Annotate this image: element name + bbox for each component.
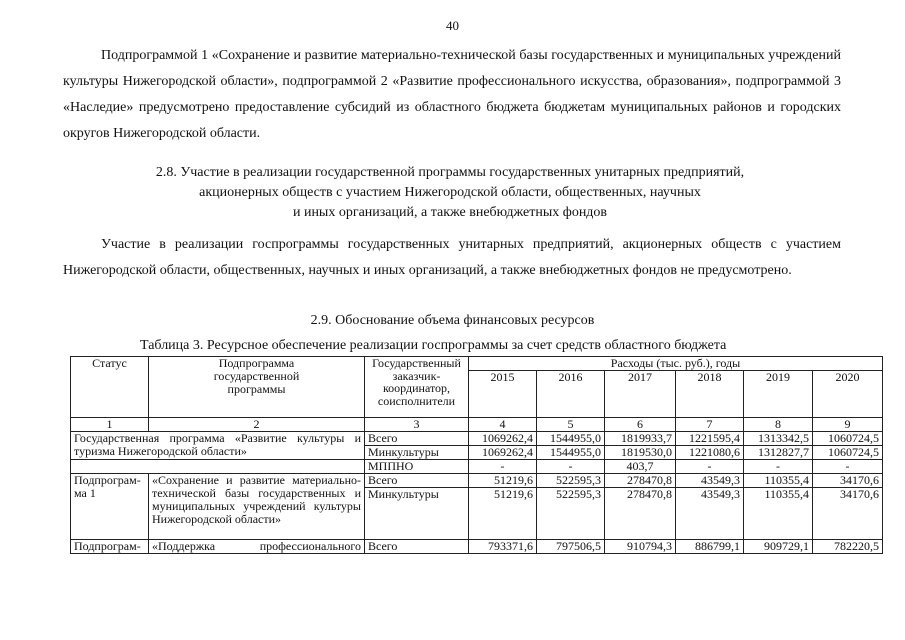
page-number: 40 — [446, 18, 459, 33]
year-header: 2019 — [744, 371, 813, 418]
year-header: 2018 — [676, 371, 744, 418]
column-number: 7 — [676, 418, 744, 432]
value-cell: 1313342,5 — [744, 432, 813, 446]
status-cell — [71, 474, 149, 540]
value-cell: 910794,3 — [605, 540, 676, 554]
value-cell: 278470,8 — [605, 474, 676, 488]
table-row — [71, 432, 883, 446]
year-header: 2020 — [813, 371, 883, 418]
value-cell: 1221595,4 — [676, 432, 744, 446]
value-cell: 43549,3 — [676, 474, 744, 488]
column-number: 6 — [605, 418, 676, 432]
table-caption: Таблица 3. Ресурсное обеспечение реализации госпрограммы за счет средств областного бюджета — [140, 338, 727, 353]
value-cell: 782220,5 — [813, 540, 883, 554]
column-number: 8 — [744, 418, 813, 432]
value-cell: 1221080,6 — [676, 446, 744, 460]
value-cell: 1819530,0 — [605, 446, 676, 460]
status-text: ма 1 — [74, 486, 96, 500]
value-cell: 1069262,4 — [469, 432, 537, 446]
value-cell: 886799,1 — [676, 540, 744, 554]
value-cell: 278470,8 — [605, 488, 676, 540]
table-row — [71, 460, 883, 474]
header-expenses: Расходы (тыс. руб.), годы — [469, 357, 883, 371]
empty-cell — [71, 460, 365, 474]
executor-cell: Минкультуры — [365, 488, 469, 540]
value-cell: 34170,6 — [813, 474, 883, 488]
value-cell: 1819933,7 — [605, 432, 676, 446]
value-cell: 403,7 — [605, 460, 676, 474]
value-cell: - — [676, 460, 744, 474]
status-cell: Подпрограм- — [71, 540, 149, 554]
value-cell: 1544955,0 — [537, 432, 605, 446]
value-cell: 43549,3 — [676, 488, 744, 540]
value-cell: 1544955,0 — [537, 446, 605, 460]
header-subprogram: Подпрограмма государственной программы — [149, 357, 365, 418]
column-number: 9 — [813, 418, 883, 432]
value-cell: 110355,4 — [744, 488, 813, 540]
table-header-row — [71, 357, 883, 371]
subprogram-name-cell: «Сохранение и развитие материально-технической базы государственных и муниципальных учреждений культуры Нижегородской области» — [149, 474, 365, 540]
value-cell: 797506,5 — [537, 540, 605, 554]
executor-cell: Всего — [365, 540, 469, 554]
subprogram-name-cell: «Поддержка профессионального — [149, 540, 365, 554]
value-cell: 51219,6 — [469, 474, 537, 488]
column-number: 2 — [149, 418, 365, 432]
value-cell: - — [537, 460, 605, 474]
program-name-cell: Государственная программа «Развитие культуры и туризма Нижегородской области» — [71, 432, 365, 460]
header-status: Статус — [71, 357, 149, 418]
value-cell: 1060724,5 — [813, 432, 883, 446]
section-heading-line: и иных организаций, а также внебюджетных фондов — [292, 205, 608, 220]
section-heading-line: 2.8. Участие в реализации государственной программы государственных унитарных предприятий, — [155, 165, 745, 180]
executor-cell: Минкультуры — [365, 446, 469, 460]
column-number: 3 — [365, 418, 469, 432]
table-row — [71, 474, 883, 488]
value-cell: - — [744, 460, 813, 474]
section-heading-2-9: 2.9. Обоснование объема финансовых ресурсов — [310, 313, 595, 328]
value-cell: 34170,6 — [813, 488, 883, 540]
executor-cell: МППНО — [365, 460, 469, 474]
column-number: 1 — [71, 418, 149, 432]
executor-cell: Всего — [365, 432, 469, 446]
value-cell: 909729,1 — [744, 540, 813, 554]
section-heading-line: акционерных обществ с участием Нижегородской области, общественных, научных — [199, 185, 701, 200]
status-text: Подпрограм- — [74, 473, 141, 487]
year-header: 2015 — [469, 371, 537, 418]
value-cell: 51219,6 — [469, 488, 537, 540]
value-cell: 1312827,7 — [744, 446, 813, 460]
header-customer: Государственный заказчик-координатор, соисполнители — [365, 357, 469, 418]
value-cell: 522595,3 — [537, 488, 605, 540]
year-header: 2016 — [537, 371, 605, 418]
value-cell: 110355,4 — [744, 474, 813, 488]
value-cell: - — [813, 460, 883, 474]
column-number: 4 — [469, 418, 537, 432]
paragraph-subprograms: Подпрограммой 1 «Сохранение и развитие материально-технической базы государственных и муниципальных учреждений культуры Нижегородской области», подпрограммой 2 «Развитие профессионального искусства, образования», подпрограммой 3 «Наследие» предусмотрено предоставление субсидий из областного бюджета бюджетам муниципальных районов и городских округов Нижегородской области. — [63, 48, 841, 141]
value-cell: 793371,6 — [469, 540, 537, 554]
column-number: 5 — [537, 418, 605, 432]
section-heading-2-8 — [120, 163, 780, 223]
executor-cell: Всего — [365, 474, 469, 488]
resource-table — [70, 356, 883, 554]
value-cell: 522595,3 — [537, 474, 605, 488]
value-cell: - — [469, 460, 537, 474]
value-cell: 1060724,5 — [813, 446, 883, 460]
paragraph-participation: Участие в реализации госпрограммы государственных унитарных предприятий, акционерных обществ с участием Нижегородской области, общественных, научных и иных организаций, а также внебюджетных фондов не предусмотрено. — [63, 237, 841, 278]
year-header: 2017 — [605, 371, 676, 418]
column-number-row — [71, 418, 883, 432]
value-cell: 1069262,4 — [469, 446, 537, 460]
table-row — [71, 540, 883, 554]
